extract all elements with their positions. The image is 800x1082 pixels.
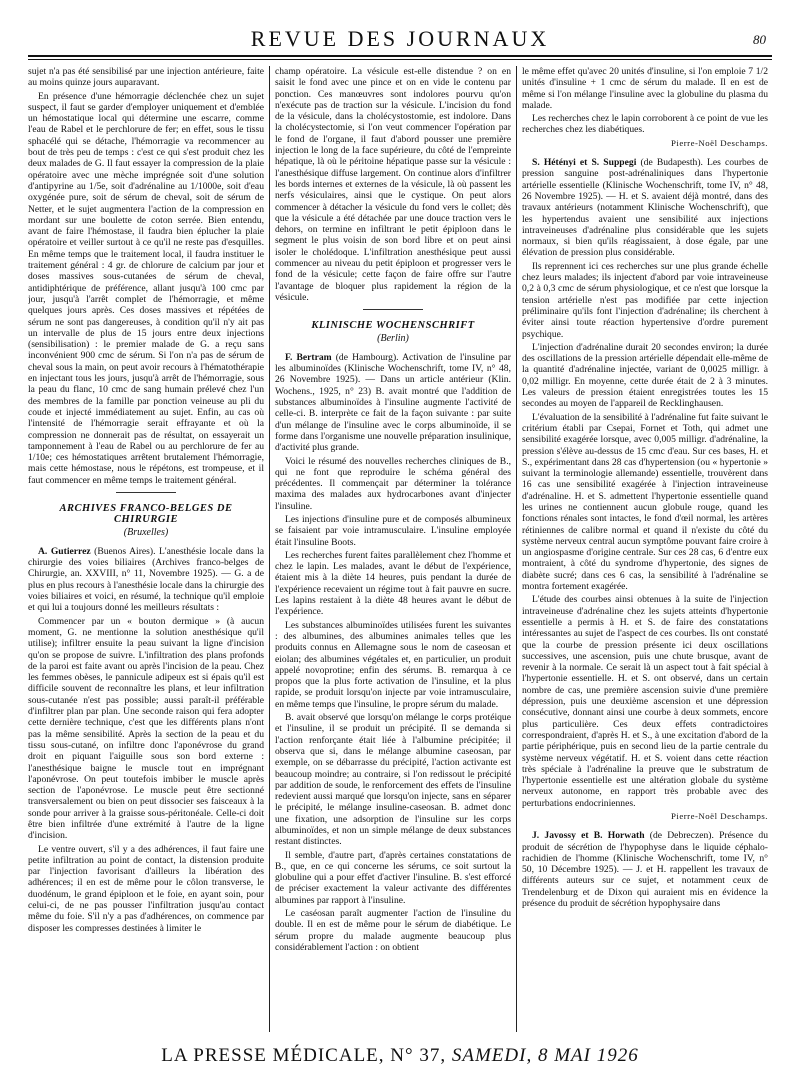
paragraph: Les recherches furent faites parallèlement chez l'homme et chez le lapin. Les malades, avant le début de l'expérience, étaient mis à la diète 14 heures, puis pendant la durée de l'expérience recevaient un régime tout à fait pauvre en sucre. Les lapins restaient à la diète 48 heures avant le début de l'expérience. — [275, 549, 511, 618]
footer-journal: LA PRESSE MÉDICALE, N° 37, — [161, 1045, 447, 1066]
article-author: J. Javossy et B. Horwath — [532, 830, 645, 842]
paragraph: Le ventre ouvert, s'il y a des adhérences, il faut faire une petite infiltration au point de contact, la distension produite par l'injection favorisant d'ailleurs la libération des adhérences; il en est de même pour le côlon transverse, le duodénum, le grand épiploon et le foie, en ayant soin, pour celui-ci, de ne pas pousser l'infiltration jusqu'au contact même du foie. S'il n'y a pas d'adhérences, on commence par disposer les compresses destinées à limiter le — [28, 843, 264, 934]
paragraph: Commencer par un « bouton dermique » (à aucun moment, G. ne mentionne la solution anesthésique qu'il utilise); infiltrer ensuite la peau suivant la ligne d'incision qu'on se propose de suivre. L'infiltration des plans profonds de la paroi est faite avant ou après l'incision de la peau. Chez les femmes obèses, le pannicule adipeux est si épais qu'il est difficile souvent de reconnaître les plans, et leur infiltration sous-cutanée n'est pas possible; aussi paraît-il préférable d'infiltrer plan par plan. Une seconde raison qui fera adopter cette dernière technique, c'est que les différents plans n'ont pas la même sensibilité. Après la section de la peau et du tissu sous-cutané, on infiltre donc l'aponévrose du grand droit en piquant l'aiguille sous son bord externe : l'anesthésique baigne le muscle tout en imprégnant l'aponévrose. On peut toutefois imbiber le muscle après section de l'aponévrose. Le muscle peut être sectionné transversalement ou bien on peut dissocier ses faisceaux à la sonde pour arriver à la graisse sous-péritonéale. Celle-ci doit être bien infiltrée d'une extrémité à l'autre de la ligne d'incision. — [28, 615, 264, 842]
paragraph: le même effet qu'avec 20 unités d'insuline, si l'on emploie 7 1/2 unités d'insuline + 1 cmc de sérum du malade. Il en est de même si l'on mélange l'insuline avec la globuline du plasma du malade. — [522, 66, 768, 111]
column-3 — [522, 66, 768, 1032]
paragraph: Voici le résumé des nouvelles recherches cliniques de B., qui ne font que reproduire le schéma général des précédentes. Il commençait par déterminer la tolérance maxima des malades aux hydrocarbones avant d'injecter l'insuline. — [275, 455, 511, 512]
paragraph: sujet n'a pas été sensibilisé par une injection antérieure, faite au moins quinze jours auparavant. — [28, 66, 264, 89]
article-author: S. Hétényi et S. Suppegi — [532, 157, 637, 169]
article-abstract — [275, 352, 511, 454]
paragraph: Les injections d'insuline pure et de composés albumineux se faisaient par voie intramusculaire. L'insuline employée était l'insuline Boots. — [275, 513, 511, 548]
paragraph: L'évaluation de la sensibilité à l'adrénaline fut faite suivant le critérium établi par Csepai, Fornet et Toth, qui admet une sensibilité exagérée lorsque, avec 0,005 milligr. d'adrénaline, la pression s'élève au-dessus de 15 cmc d'eau. Sur ces bases, H. et S., expérimentant dans 28 cas d'hypertension (ou « hypertonie » suivant la terminologie allemande) essentielle, trouvèrent dans 16 cas une sensibilité exagérée à l'injection intraveineuse d'adrénaline. H. et S. admettent l'hypertonie essentielle quand les urines ne contiennent aucun globule rouge, quand les fonctions rénales sont intactes, le fond d'œil normal, les artères rétiniennes de calibre normal et quand il n'existe du côté du système nerveux central aucun symptôme pouvant faire croire à un angiospasme d'origine centrale. Sur ces 28 cas, 6 d'entre eux montraient, à côté du syndrome d'hypertonie, des signes de diabète sucré; dans ces 6 cas, la sensibilité à l'adrénaline se montra fortement exagérée. — [522, 411, 768, 593]
separator — [116, 492, 176, 493]
journal-city: (Bruxelles) — [123, 526, 169, 538]
journal-section-title: REVUE DES JOURNAUX — [250, 26, 550, 51]
journal-heading: KLINISCHE WOCHENSCHRIFT — [311, 320, 475, 332]
header-rule-thin — [28, 59, 772, 60]
author-signature: Pierre-Noël Deschamps. — [671, 811, 768, 821]
page-footer — [0, 1045, 800, 1067]
article-abstract — [522, 157, 768, 259]
article-author: A. Gutierrez — [38, 545, 91, 557]
paragraph: Ils reprennent ici ces recherches sur une plus grande échelle chez leurs malades; ils injectent d'abord par voie intraveineuse 0,2 à 0,3 cmc de sérum physiologique, et ce n'est que lorsque la tension artérielle n'est pas modifiée par cette injection préliminaire qu'ils font l'injection d'adrénaline; ils cherchent à éviter ainsi toute réaction hypertensive d'ordre purement psychique. — [522, 260, 768, 340]
author-signature: Pierre-Noël Deschamps. — [671, 137, 768, 148]
article-heading: (de Debreczen). Présence du produit de sécrétion de l'hypophyse dans le liquide céphalo-rachidien de l'homme (Klinische Wochenschrift, tome IV, n° 50, 10 Décembre 1925). — J. et H. rappellent les travaux de différents auteurs sur ce sujet, et notamment ceux de Trendelenburg et de Dixon qui auraient mis en évidence la présence du produit de sécrétion hypophysaire dans — [522, 830, 768, 910]
article-heading: (de Budapesth). Les courbes de pression sanguine post-adrénaliniques dans l'hypertonie artérielle essentielle (Klinische Wochenschrift, tome IV, n° 48, 26 Novembre 1925). — H. et S. avaient déjà montré, dans des travaux antérieurs (notamment Klinische Wochenschrift), que les hypertendus avaient une sensibilité aux injections intraveineuses d'adrénaline plus considérable que les sujets normaux, si bien qu'ils réagissaient, à dose égale, par une élévation de pression plus considérable. — [522, 157, 768, 259]
paragraph: En présence d'une hémorragie déclenchée chez un sujet suspect, il faut se garder d'employer uniquement et d'emblée un hémostatique local qui détermine une escarre, comme l'eau de Rabel et le perchlorure de fer; en effet, sous le tissu sphacélé qui se détache, l'hémorragie va recommencer au bout de très peu de temps : c'est ce qui s'est produit chez les deux malades de G. Il faut essayer la compression de la plaie opératoire avec une mèche imprégnée soit d'une solution d'antipyrine au 1/5e, soit d'adrénaline au 1/1000e, soit d'eau oxygénée pure, soit de sérum de cheval, soit de sérum de Netter, et le sujet augmentera l'action de la compression en mordant sur une boulette de coton serrée. Bien entendu, avant de faire l'hémostase, il faudra bien éplucher la plaie opératoire et veiller surtout à ce qu'il ne reste pas d'esquilles. En même temps que le traitement local, il faudra instituer le traitement général : 4 gr. de chlorure de calcium par jour et doses massives sous-cutanées de sérum de cheval, antidiphtérique de préférence, allant jusqu'à 100 cmc par jour, jusqu'à l'arrêt complet de l'hémorragie, et même quelques jours après. Ces doses massives et répétées de sérum ne sont pas dangereuses, à condition qu'il n'y ait pas un intervalle de plus de 15 jours entre deux injections (sensibilisation) : le premier malade de G. a reçu sans inconvénient 900 cmc de sérum. Si l'on n'a pas de sérum de cheval sous la main, on peut avoir recours à l'hématothérapie en injectant tous les jours, jusqu'à arrêt de l'hémorragie, sous la peau du flanc, 10 cmc de sang humain prélevé chez l'un des membres de la famille par ponction veineuse au pli du coude et injecté immédiatement au sujet. Enfin, au cas où l'intensité de l'hémorragie serait effrayante et où la compression ne donnerait pas de résultat, on essayerait un tamponnement à l'eau de Rabel ou au perchlorure de fer au 1/10e; ces hémostatiques arrêtent brutalement l'hémorragie, mais cette hémostase, nous le répétons, est trompeuse, et il faut commencer en même temps le traitement général. — [28, 90, 264, 486]
paragraph: L'étude des courbes ainsi obtenues à la suite de l'injection intraveineuse d'adrénaline chez les sujets atteints d'hypertonie essentielle a permis à H. et S. de faire des constatations intéressantes au sujet de l'aspect de ces courbes. Ils ont constaté que la courbe de pression présente ici deux oscillations successives, une ascension, puis une chute brusque, avant de revenir à la normale. Ce serait là un aspect tout à fait spécial à l'hypertonie essentielle. H. et S. ont observé, dans un certain nombre de cas, une première ascension suivie d'une première dépression, puis une deuxième ascension et une dépression consécutive, donnant ainsi une courbe à deux sommets, encore plus particulière. Ces deux effets contradictoires correspondraient, d'après H. et S., à une excitation d'abord de la partie périphérique, puis en second lieu de la partie centrale du système nerveux végétatif. H. et S. voient dans cette réaction très spéciale à l'adrénaline la preuve que le substratum de l'hypertonie essentielle est une altération globale du système nerveux autonome, en rapport très probable avec des perturbations endocriniennes. — [522, 594, 768, 809]
column-2 — [275, 66, 511, 1032]
page-header — [28, 22, 772, 56]
paragraph: Les substances albuminoïdes utilisées furent les suivantes : des albumines, des albumines animales telles que les produits connus en Allemagne sous le nom de caseosan et eiolan; des albumines végétales et, en particulier, un produit appelé novoprotine; enfin des sérums. B. remarqua à ce propos que la plus forte activation de l'insuline, et la plus rapide, se produit lorsqu'on injecte par voie intramusculaire, en même temps que l'insuline, le propre sérum du malade. — [275, 619, 511, 710]
paragraph: champ opératoire. La vésicule est-elle distendue ? on en saisit le fond avec une pince et on en vide le contenu par ponction. Ces manœuvres sont indolores pourvu qu'on n'exécute pas de traction sur la vésicule. L'incision du fond de la vésicule, dans la cholécystostomie, est indolore. Dans la cholécystectomie, si l'on veut commencer l'opération par le fond de l'organe, il faut d'abord pousser une première injection le long de la face supérieure, du côté de l'empreinte hépatique, là où le péritoine hépatique passe sur la vésicule : l'anesthésique diffuse largement. On continue alors d'infiltrer les bords internes et externes de la vésicule, là où passent les nerfs vésiculaires, ainsi que le cystique. On peut alors commencer à détacher la vésicule du fond vers le collet; dès que la vésicule a été détachée par une douce traction vers le dehors, on termine en infiltrant le petit épiploon dans le segment le plus voisin de son bord libre et on peut ainsi isoler le cholédoque. L'infiltration anesthésique peut aussi commencer au niveau du petit épiploon et progresser vers le fond de la vésicule; cette façon de faire offre sur l'autre l'avantage de bloquer plus rapidement la région de la vésicule. — [275, 66, 511, 303]
paragraph: Le caséosan paraît augmenter l'action de l'insuline du double. Il en est de même pour le sérum de diabétique. Le sérum propre du malade augmente beaucoup plus considérablement l'action : on obtient — [275, 908, 511, 953]
page-number: 80 — [753, 32, 766, 47]
article-author: F. Bertram — [285, 351, 332, 363]
journal-heading: ARCHIVES FRANCO-BELGES DE CHIRURGIE — [59, 502, 233, 526]
footer-date: SAMEDI, 8 MAI 1926 — [451, 1045, 639, 1066]
column-divider-2 — [516, 66, 517, 1032]
paragraph: B. avait observé que lorsqu'on mélange le corps protéique et l'insuline, il se produit un précipité. Il se demanda si l'action renforçante était liée à l'albumine précipitée; il observa que si, dans le mélange albumine caseosan, par exemple, on se débarrasse du précipité, l'action activante est beaucoup moindre; au contraire, si l'on redissout le précipité par addition de soude, le renforcement des effets de l'insuline redevient aussi marqué que lorsqu'on injecte, sans en séparer le précipité, le mélange insuline-caseosan. B. admet donc une fixation, une adsorption de l'insuline sur les corps albuminoïdes, et non un simple mélange de deux substances restant distinctes. — [275, 712, 511, 848]
article-abstract — [28, 546, 264, 614]
paragraph: Les recherches chez le lapin corroborent à ce point de vue les recherches chez les diabétiques. — [522, 113, 768, 136]
column-1 — [28, 66, 264, 1032]
paragraph: Il semble, d'autre part, d'après certaines constatations de B., que, en ce qui concerne les sérums, ce soit surtout la globuline qui a pour effet d'activer l'insuline. B. s'est efforcé de préciser exactement la valeur activante des différentes albumines par rapport à l'insuline. — [275, 849, 511, 906]
separator — [363, 309, 423, 310]
header-rule — [28, 55, 772, 57]
article-abstract — [522, 830, 768, 909]
column-divider-1 — [269, 66, 270, 1032]
article-heading: (Buenos Aires). L'anesthésie locale dans la chirurgie des voies biliaires (Archives franco-belges de Chirurgie, an. XXVIII, n° 11, Novembre 1925). — G. a de plus en plus recours à l'anesthésie locale dans la chirurgie des voies biliaires et voici, en résumé, la technique qu'il emploie et qui lui a toujours donné les meilleurs résultats : — [28, 545, 264, 614]
paragraph: L'injection d'adrénaline durait 20 secondes environ; la durée des oscillations de la pression artérielle dépendait elle-même de la quantité d'adrénaline injectée, variant de 0,0025 milligr. à 0,02 milligr. En moyenne, cette durée était de 2 à 3 minutes. Les valeurs de pression étaient enregistrées toutes les 15 secondes au moyen de l'appareil de Recklinghausen. — [522, 341, 768, 410]
article-heading: (de Hambourg). Activation de l'insuline par les albuminoïdes (Klinische Wochenschrift, tome IV, n° 48, 26 Novembre 1925). — Dans un article antérieur (Klin. Wochens., 1925, n° 23) B. avait montré que l'addition de substances albuminoïdes à l'insuline augmente l'activité de celle-ci. B. interprète ce fait de la façon suivante : par suite d'un mélange de l'insuline avec le corps albuminoïde, il se forme dans l'organisme une nouvelle préparation insulinique, d'activité plus grande. — [275, 351, 511, 454]
journal-city: (Berlin) — [377, 332, 409, 344]
